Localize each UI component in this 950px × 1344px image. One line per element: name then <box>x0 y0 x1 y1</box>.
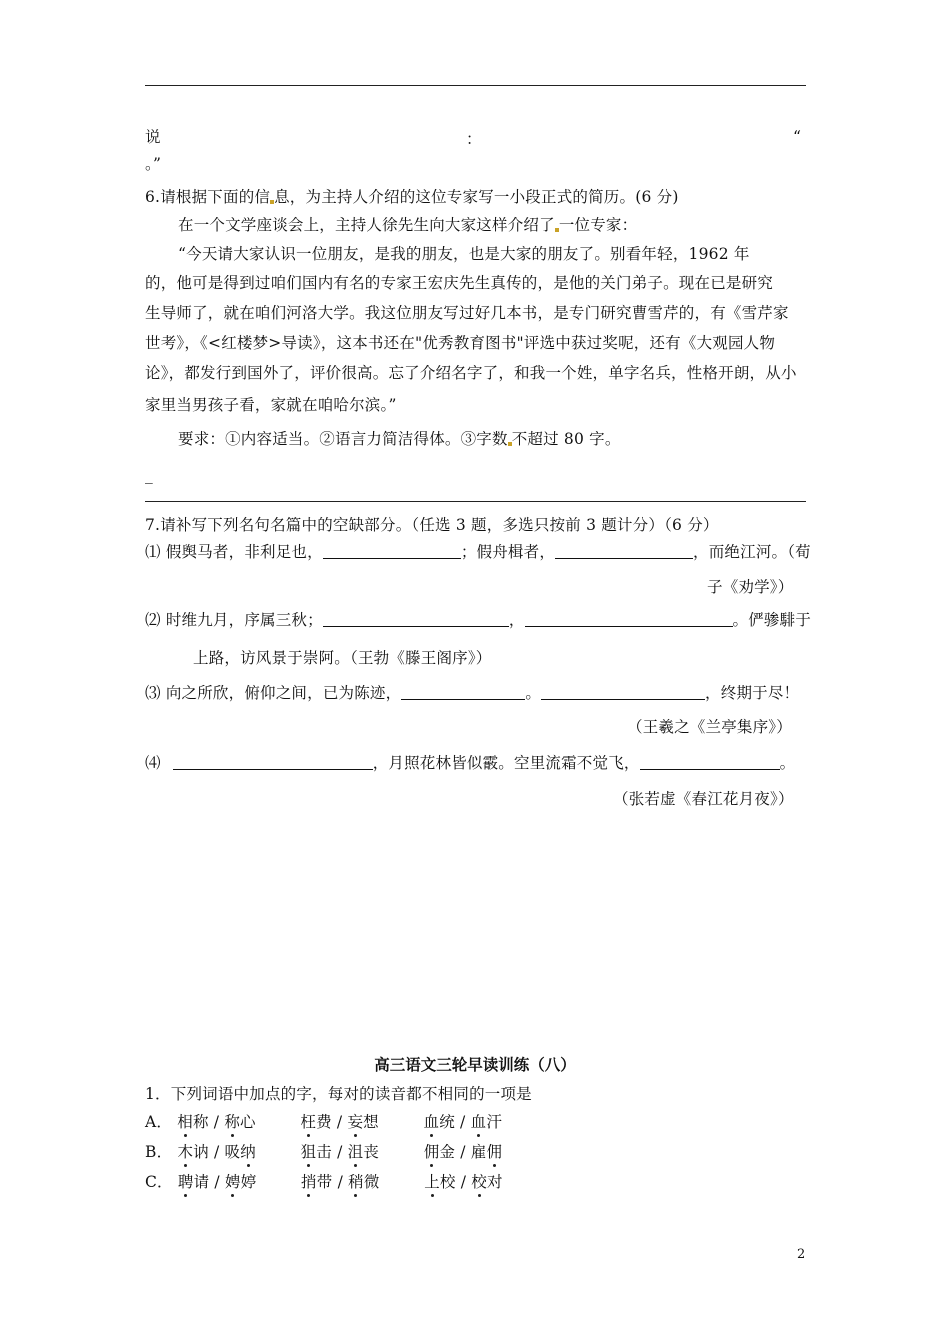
q7-item-2-text: ， <box>508 611 525 629</box>
word-text: 微 <box>363 1173 380 1191</box>
q7-item-4 <box>145 752 795 774</box>
fill-blank[interactable] <box>173 753 373 770</box>
word-text: 击 / <box>316 1143 348 1161</box>
q6-intro-part-b: 一位专家： <box>558 216 638 234</box>
q6-answer-mark: _ <box>145 466 153 484</box>
q7-item-3 <box>145 682 799 704</box>
q7-item-2-text: ⑵ 时维九月，序属三秋； <box>145 611 323 629</box>
previous-answer-close: 。” <box>145 155 162 173</box>
word-pair <box>178 1171 296 1193</box>
word-text: 想 <box>363 1113 379 1131</box>
q7-item-1-text: ；假舟楫者， <box>460 543 556 561</box>
previous-answer-label: 说 <box>145 128 161 146</box>
word-text: 金 / 雇 <box>439 1143 487 1161</box>
dotted-char: 相 <box>177 1113 193 1131</box>
dotted-char: 校 <box>471 1173 487 1191</box>
word-pair <box>300 1111 418 1133</box>
q7-item-4-source: （张若虚《春江花月夜》） <box>613 790 794 808</box>
word-pair <box>301 1171 419 1193</box>
q7-item-3-text: ，终期于尽！ <box>705 684 800 702</box>
fill-blank[interactable] <box>555 542 693 559</box>
previous-answer-open-quote: “ <box>793 128 802 146</box>
dotted-char: 木 <box>177 1143 194 1161</box>
q7-item-2 <box>145 609 811 631</box>
dotted-char: 沮 <box>347 1143 364 1161</box>
word-text: 请 / <box>193 1173 225 1191</box>
fill-blank[interactable] <box>323 542 461 559</box>
option-letter: A． <box>145 1113 173 1131</box>
word-text: 费 / <box>316 1113 348 1131</box>
q6-intro-part-a: 在一个文学座谈会上，主持人徐先生向大家这样介绍了 <box>178 216 555 234</box>
dotted-char: 佣 <box>486 1143 503 1161</box>
word-pair <box>424 1143 502 1161</box>
word-text: 心 <box>240 1113 256 1131</box>
word-pair <box>301 1141 419 1163</box>
q7-stem: 7.请补写下列名句名篇中的空缺部分。（任选 3 题，多选只按前 3 题计分）（6 分） <box>145 516 719 534</box>
top-rule <box>145 85 806 86</box>
q6-req-part-b: 不超过 80 字。 <box>511 430 621 448</box>
page-number: 2 <box>797 1247 806 1262</box>
q7-item-1-source: 子《劝学》） <box>707 578 794 596</box>
q6-intro <box>178 214 637 236</box>
q7-item-1-text: ⑴ 假舆马者，非利足也， <box>145 543 323 561</box>
dotted-char: 捎 <box>301 1173 317 1191</box>
q6-req-part-a: 要求：①内容适当。②语言力简洁得体。③字数 <box>178 430 508 448</box>
dotted-char: 称 <box>224 1113 241 1131</box>
q7-item-3-source: （王羲之《兰亭集序》） <box>627 718 792 736</box>
q7-item-3-text: 。 <box>525 684 542 702</box>
word-pair <box>424 1113 503 1131</box>
word-pair <box>424 1173 503 1191</box>
q6-requirements <box>178 428 621 450</box>
q6-stem-part-a: 6.请根据下面的信 <box>145 188 271 206</box>
word-pair <box>177 1111 295 1133</box>
word-text: 讷 / 吸 <box>193 1143 241 1161</box>
fill-blank[interactable] <box>401 683 525 700</box>
q6-passage-line: 生导师了，就在咱们河洛大学。我这位朋友写过好几本书，是专门研究曹雪芹的，有《雪芹家 <box>145 304 789 322</box>
option-letter: C． <box>145 1173 173 1191</box>
fill-blank[interactable] <box>541 683 705 700</box>
q7-item-2-continued: 上路，访风景于崇阿。（王勃《滕王阁序》） <box>193 649 492 667</box>
option-letter: B． <box>145 1143 173 1161</box>
fill-blank[interactable] <box>640 753 780 770</box>
option-c[interactable] <box>145 1171 503 1193</box>
dotted-char: 娉 <box>225 1173 241 1191</box>
word-text: 丧 <box>363 1143 380 1161</box>
word-pair <box>177 1141 295 1163</box>
dotted-char: 妄 <box>347 1113 364 1131</box>
q7-item-2-text: 。俨骖騑于 <box>732 611 812 629</box>
dotted-char: 血 <box>470 1113 487 1131</box>
option-b[interactable] <box>145 1141 502 1163</box>
previous-answer-colon: ： <box>466 130 482 148</box>
option-a[interactable] <box>145 1111 502 1133</box>
dotted-char: 佣 <box>423 1143 440 1161</box>
word-text: 汗 <box>486 1113 503 1131</box>
word-text: 校 / <box>439 1173 472 1191</box>
q6-passage-line: “今天请大家认识一位朋友，是我的朋友，也是大家的朋友了。别看年轻，1962 年 <box>178 245 750 263</box>
section-title: 高三语文三轮早读训练（八） <box>374 1056 576 1074</box>
q6-stem-part-b: 息，为主持人介绍的这位专家写一小段正式的简历。(6 分) <box>274 188 679 206</box>
q6-passage-line: 的，他可是得到过咱们国内有名的专家王宏庆先生真传的，是他的关门弟子。现在已是研究 <box>145 274 774 292</box>
fill-blank[interactable] <box>323 610 509 627</box>
q7-item-1 <box>145 541 811 563</box>
section-question-1: 1．下列词语中加点的字，每对的读音都不相同的一项是 <box>145 1085 532 1103</box>
word-text: 婷 <box>240 1173 257 1191</box>
dotted-char: 稍 <box>348 1173 364 1191</box>
q6-stem <box>145 186 679 208</box>
dotted-char: 上 <box>424 1173 440 1191</box>
dotted-char: 血 <box>423 1113 440 1131</box>
q6-passage-line: 论》，都发行到国外了，评价很高。忘了介绍名字了，和我一个姓，单字名兵，性格开朗，从小 <box>145 364 797 382</box>
word-text: 对 <box>486 1173 503 1191</box>
q6-passage-line: 家里当男孩子看，家就在咱哈尔滨。” <box>145 396 397 414</box>
dotted-char: 枉 <box>300 1113 317 1131</box>
q6-answer-line[interactable] <box>145 501 806 502</box>
dotted-char: 狙 <box>300 1143 317 1161</box>
q7-item-3-text: ⑶ 向之所欣，俯仰之间，已为陈迹， <box>145 684 402 702</box>
word-text: 带 / <box>316 1173 349 1191</box>
dotted-char: 纳 <box>240 1143 256 1161</box>
word-text: 统 / <box>439 1113 471 1131</box>
fill-blank[interactable] <box>525 610 733 627</box>
word-text: 称 / <box>192 1113 225 1131</box>
q7-item-4-text: 。 <box>779 754 796 772</box>
q7-item-4-text: ，月照花林皆似霰。空里流霜不觉飞， <box>372 754 640 772</box>
q6-passage-line: 世考》，《<红楼梦>导读》，这本书还在"优秀教育图书"评选中获过奖呢，还有《大观园人物 <box>145 334 776 352</box>
dotted-char: 聘 <box>177 1173 194 1191</box>
q7-item-4-text: ⑷ <box>145 754 161 772</box>
q7-item-1-text: ，而绝江河。（荀 <box>693 543 811 561</box>
